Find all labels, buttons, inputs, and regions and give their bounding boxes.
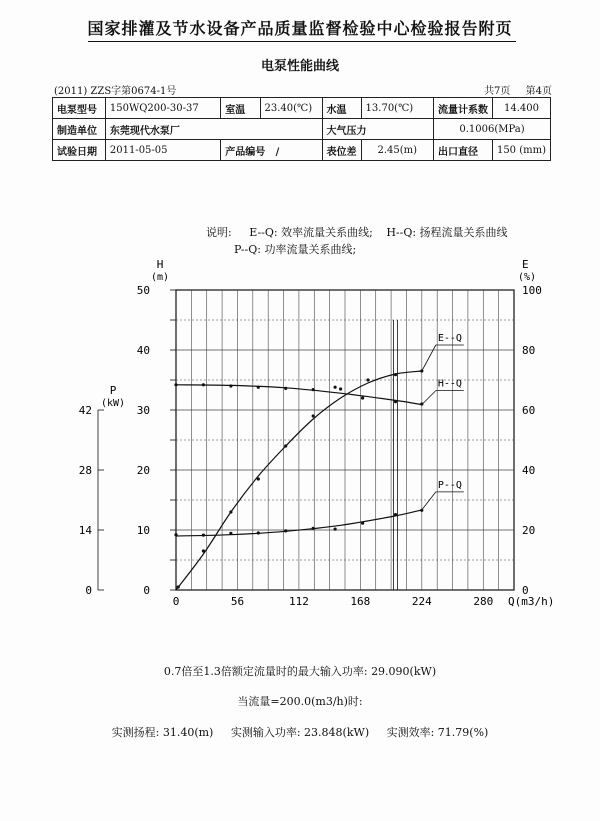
gauge-value: 2.45(m) xyxy=(361,140,433,161)
data-point xyxy=(174,533,177,536)
p-axis-title: P xyxy=(109,384,117,397)
measured-efficiency: 实测效率: 71.79(%) xyxy=(386,726,489,739)
p-axis-unit: (kW) xyxy=(100,398,126,409)
maker-label: 制造单位 xyxy=(53,119,106,140)
legend-eq: E--Q: 效率流量关系曲线; xyxy=(249,226,373,239)
x-tick-label: 112 xyxy=(288,595,309,608)
e-tick-label: 40 xyxy=(522,464,536,477)
model-label: 电泵型号 xyxy=(53,98,106,119)
serial-value: / xyxy=(275,146,280,158)
date-value: 2011-05-05 xyxy=(105,140,220,161)
data-point xyxy=(229,532,232,535)
x-tick-label: 168 xyxy=(350,595,371,608)
pressure-label: 大气压力 xyxy=(322,119,433,140)
flowmeter-label: 流量计系数 xyxy=(433,98,492,119)
data-point xyxy=(284,387,287,390)
performance-chart xyxy=(0,250,600,620)
p-tick-label: 0 xyxy=(85,584,92,597)
e-tick-label: 0 xyxy=(522,584,529,597)
h-tick-label: 0 xyxy=(143,584,150,597)
measured-head: 实测扬程: 31.40(m) xyxy=(111,726,214,739)
room-temp-value: 23.40(℃) xyxy=(260,98,322,119)
serial-cell xyxy=(221,140,322,161)
e-axis-unit: (%) xyxy=(518,272,537,283)
outlet-value: 150 (mm) xyxy=(492,140,550,161)
x-tick-label: 280 xyxy=(473,595,494,608)
table-row xyxy=(53,98,551,119)
data-point xyxy=(177,585,180,588)
data-point xyxy=(366,378,369,381)
data-point xyxy=(257,386,260,389)
model-value: 150WQ200-30-37 xyxy=(105,98,220,119)
data-point xyxy=(284,529,287,532)
current-page: 第4页 xyxy=(525,86,552,97)
x-tick-label: 224 xyxy=(411,595,432,608)
series-label: H--Q xyxy=(437,378,462,390)
water-temp-value: 13.70(℃) xyxy=(361,98,433,119)
data-point xyxy=(257,531,260,534)
data-point xyxy=(420,369,423,372)
h-tick-label: 50 xyxy=(136,284,150,297)
max-power-note: 0.7倍至1.3倍额定流量时的最大输入功率: 29.090(kW) xyxy=(163,665,437,678)
series-leader xyxy=(422,492,436,510)
serial-label: 产品编号 xyxy=(225,146,266,158)
chart-grid xyxy=(176,290,514,590)
series-leader xyxy=(422,391,436,405)
legend-line-1 xyxy=(206,224,508,240)
data-point xyxy=(361,396,364,399)
document-number: (2011) ZZS字第0674-1号 xyxy=(54,86,177,97)
h-axis-unit: (m) xyxy=(150,272,170,283)
e-axis-title: E xyxy=(522,258,529,271)
pressure-value: 0.1006(MPa) xyxy=(433,119,550,140)
p-tick-label: 42 xyxy=(78,404,92,417)
flowmeter-value: 14.400 xyxy=(492,98,550,119)
measured-results xyxy=(0,724,600,740)
legend-prefix: 说明: xyxy=(206,226,232,239)
data-point xyxy=(174,383,177,386)
rated-flow-note: 当流量=200.0(m3/h)时: xyxy=(237,695,363,708)
e-tick-label: 80 xyxy=(522,344,536,357)
legend-pq: P--Q: 功率流量关系曲线; xyxy=(234,243,357,256)
data-point xyxy=(394,400,397,403)
h-axis-title: H xyxy=(156,258,164,271)
h-tick-label: 30 xyxy=(136,404,150,417)
measured-power: 实测输入功率: 23.848(kW) xyxy=(230,726,370,739)
data-point xyxy=(284,444,287,447)
chart-labels xyxy=(422,333,464,510)
data-point xyxy=(257,477,260,480)
data-point xyxy=(229,510,232,513)
data-point xyxy=(394,513,397,516)
h-tick-label: 20 xyxy=(136,464,150,477)
date-label: 试验日期 xyxy=(53,140,106,161)
data-point xyxy=(312,527,315,530)
data-point xyxy=(334,528,337,531)
info-table xyxy=(52,97,551,161)
water-temp-label: 水温 xyxy=(322,98,361,119)
table-row xyxy=(53,140,551,161)
page-info xyxy=(472,82,552,97)
h-tick-label: 10 xyxy=(136,524,150,537)
data-point xyxy=(312,388,315,391)
gauge-label: 表位差 xyxy=(322,140,361,161)
data-point xyxy=(312,414,315,417)
e-tick-label: 20 xyxy=(522,524,536,537)
report-subtitle: 电泵性能曲线 xyxy=(260,59,339,74)
data-point xyxy=(334,386,337,389)
maker-value: 东莞现代水泵厂 xyxy=(105,119,322,140)
data-point xyxy=(361,522,364,525)
total-pages: 共7页 xyxy=(484,86,511,97)
data-point xyxy=(202,549,205,552)
x-axis-title: Q(m3/h) xyxy=(508,595,555,608)
data-point xyxy=(202,383,205,386)
x-tick-label: 0 xyxy=(172,595,180,608)
data-point xyxy=(420,509,423,512)
data-point xyxy=(394,373,397,376)
series-label: P--Q xyxy=(437,479,462,491)
data-point xyxy=(202,534,205,537)
data-point xyxy=(339,387,342,390)
x-tick-label: 56 xyxy=(230,595,245,608)
h-tick-label: 40 xyxy=(136,344,150,357)
e-tick-label: 100 xyxy=(522,284,542,297)
outlet-label: 出口直径 xyxy=(433,140,492,161)
series-label: E--Q xyxy=(437,333,462,344)
p-tick-label: 28 xyxy=(78,464,92,477)
title-rule xyxy=(88,41,516,42)
data-point xyxy=(229,384,232,387)
e-tick-label: 60 xyxy=(522,404,536,417)
series-leader xyxy=(422,345,436,371)
p-tick-label: 14 xyxy=(78,524,92,537)
table-row xyxy=(53,119,551,140)
report-title: 国家排灌及节水设备产品质量监督检验中心检验报告附页 xyxy=(87,19,513,38)
legend-hq: H--Q: 扬程流量关系曲线 xyxy=(386,226,508,239)
room-temp-label: 室温 xyxy=(221,98,260,119)
